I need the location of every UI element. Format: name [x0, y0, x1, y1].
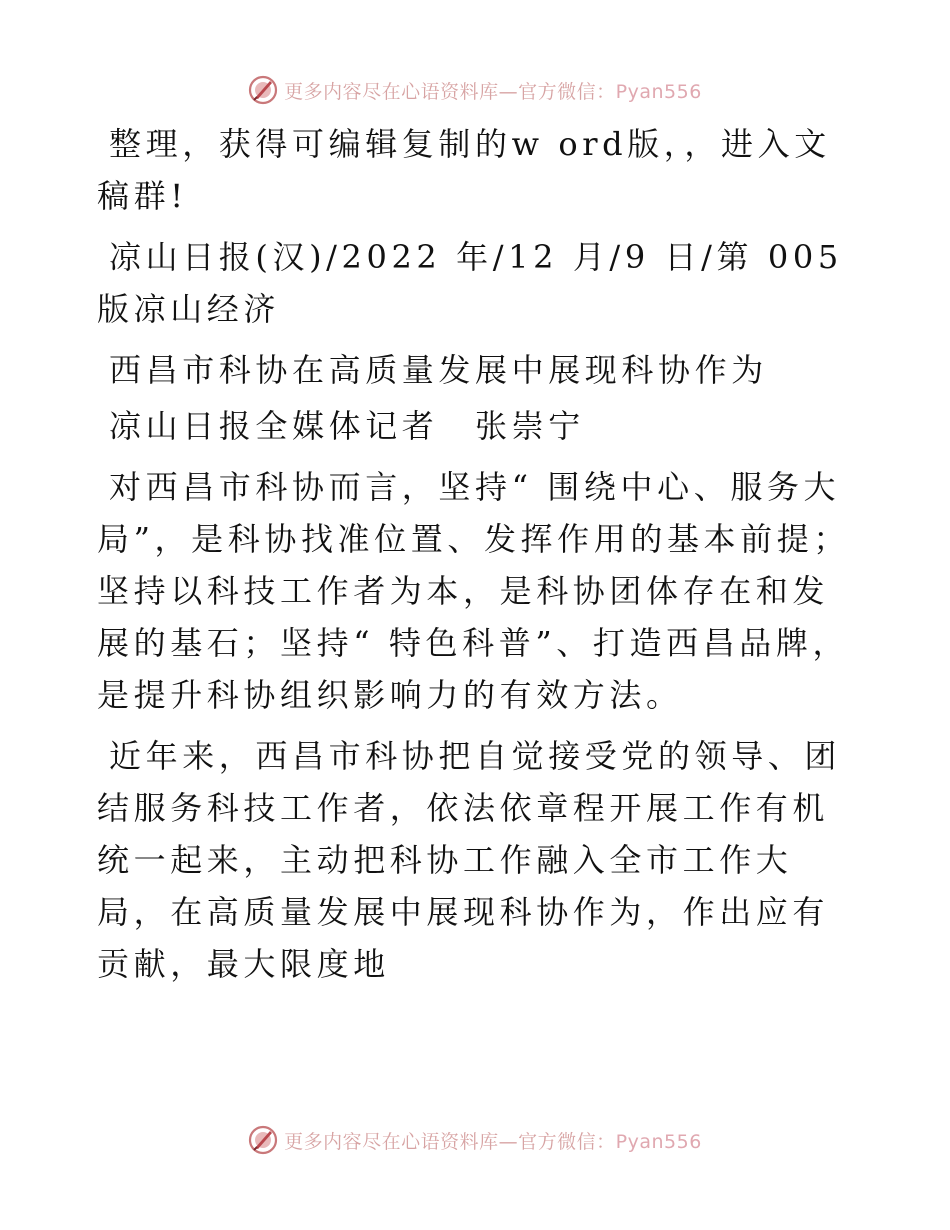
header-watermark-text — [284, 77, 702, 104]
quill-pen-logo-icon — [248, 75, 278, 105]
footer-watermark-label: 更多内容尽在心语资料库—官方微信： — [284, 1130, 616, 1153]
header-watermark-label: 更多内容尽在心语资料库—官方微信： — [284, 80, 616, 103]
source-line: 凉山日报(汉)/2022 年/12 月/9 日/第 005 版凉山经济 — [97, 238, 843, 328]
intro-note: 整理，获得可编辑复制的w ord版，，进入文稿群! — [97, 125, 831, 215]
footer-wechat-id: Pyan556 — [615, 1130, 702, 1153]
body-paragraph-1: 对西昌市科协而言，坚持“ 围绕中心、服务大局”，是科协找准位置、发挥作用的基本前提；坚持以科技工作者为本，是科协团体存在和发展的基石；坚持“ 特色科普”、打造西昌品牌，是提升科协组织影响力的有效方法。 — [97, 468, 850, 714]
header-wechat-id: Pyan556 — [615, 80, 702, 103]
header-watermark-banner — [0, 70, 950, 110]
article-body — [97, 118, 857, 999]
article-headline: 西昌市科协在高质量发展中展现科协作为 — [109, 351, 768, 389]
body-paragraph-2: 近年来，西昌市科协把自觉接受党的领导、团结服务科技工作者，依法依章程开展工作有机统一起来，主动把科协工作融入全市工作大局，在高质量发展中展现科协作为，作出应有贡献，最大限度地 — [97, 737, 842, 983]
footer-watermark-text — [284, 1127, 702, 1154]
quill-pen-logo-icon — [248, 1125, 278, 1155]
footer-watermark-banner — [0, 1120, 950, 1160]
article-byline: 凉山日报全媒体记者 张崇宁 — [109, 407, 585, 445]
